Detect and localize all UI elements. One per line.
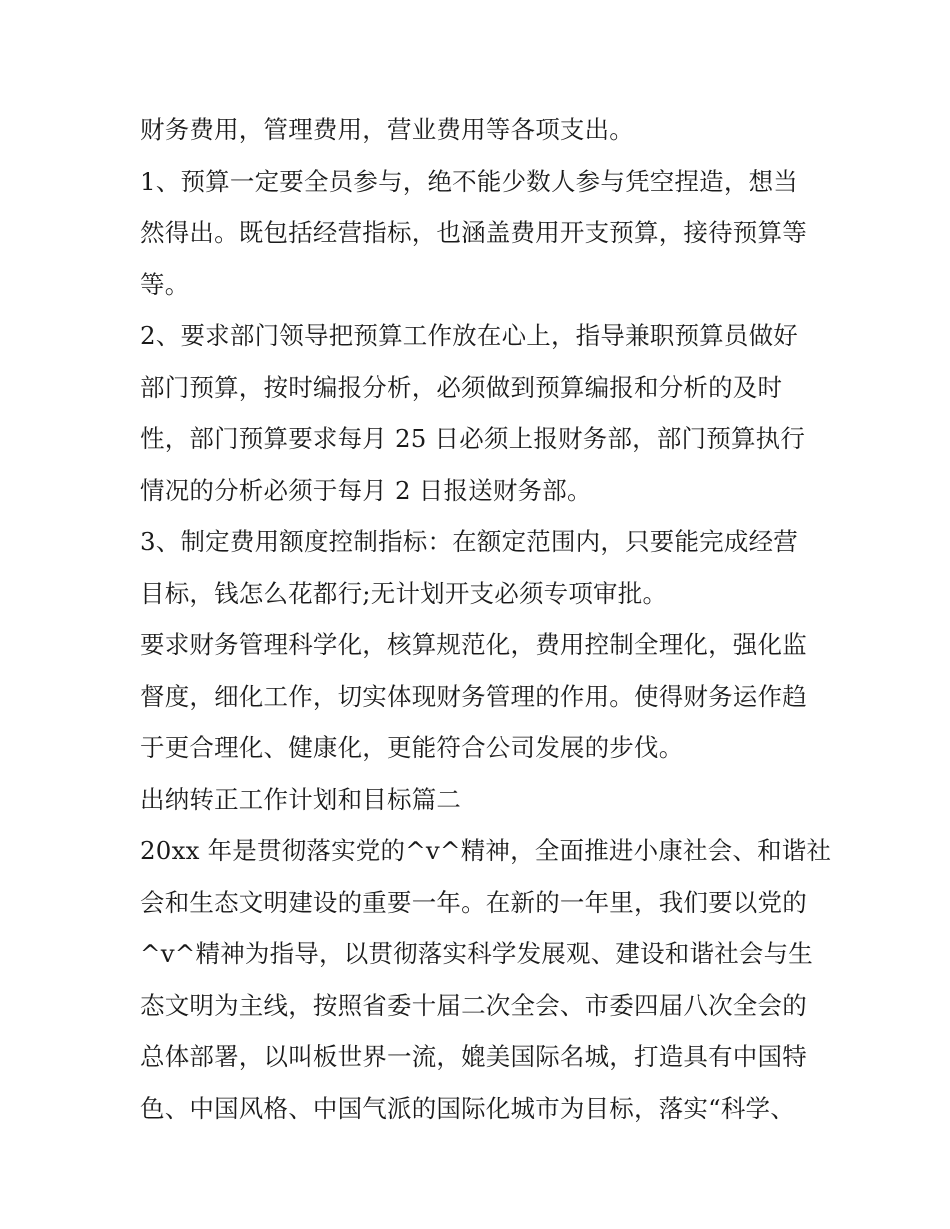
document-body — [140, 104, 832, 1134]
section-heading: 出纳转正工作计划和目标篇二 — [140, 784, 462, 814]
text-line: 等。 — [140, 269, 190, 299]
text-line: 态文明为主线，按照省委十届二次全会、市委四届八次全会的 — [140, 990, 807, 1020]
text-line: 2、要求部门领导把预算工作放在心上，指导兼职预算员做好 — [140, 321, 798, 350]
text-line: 督度，细化工作，切实体现财务管理的作用。使得财务运作趋 — [140, 681, 807, 711]
text-line: 20xx 年是贯彻落实党的^v^精神，全面推进小康社会、和谐社 — [140, 836, 832, 865]
text-line: 于更合理化、健康化，更能符合公司发展的步伐。 — [140, 733, 684, 762]
text-line: 财务费用，管理费用，营业费用等各项支出。 — [140, 115, 634, 144]
text-line: 总体部署，以叫板世界一流，媲美国际名城，打造具有中国特 — [140, 1042, 807, 1071]
text-line: 要求财务管理科学化，核算规范化，费用控制全理化，强化监 — [140, 630, 807, 659]
text-line: 然得出。既包括经营指标，也涵盖费用开支预算，接待预算等 — [140, 218, 807, 247]
text-line: 1、预算一定要全员参与，绝不能少数人参与凭空捏造，想当 — [140, 166, 798, 196]
text-line: 会和生态文明建设的重要一年。在新的一年里，我们要以党的 — [140, 887, 807, 917]
text-line: 部门预算，按时编报分析，必须做到预算编报和分析的及时 — [140, 372, 783, 402]
text-line: 性，部门预算要求每月 25 日必须上报财务部，部门预算执行 — [140, 424, 806, 453]
text-line: 色、中国风格、中国气派的国际化城市为目标，落实“科学、 — [140, 1093, 795, 1123]
text-line: ^v^精神为指导，以贯彻落实科学发展观、建设和谐社会与生 — [140, 939, 813, 968]
text-line: 情况的分析必须于每月 2 日报送财务部。 — [140, 475, 592, 505]
text-line: 3、制定费用额度控制指标：在额定范围内，只要能完成经营 — [140, 527, 798, 556]
text-line: 目标，钱怎么花都行;无计划开支必须专项审批。 — [140, 578, 668, 608]
